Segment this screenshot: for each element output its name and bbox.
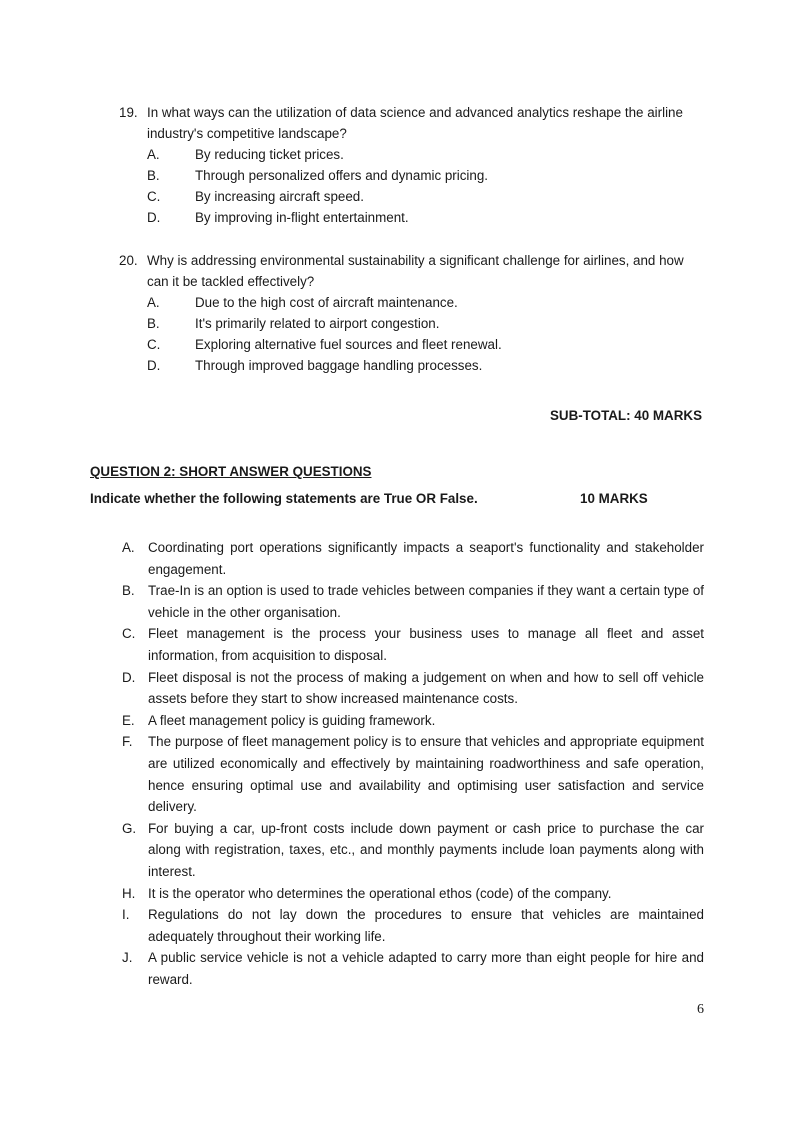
option-text: Through personalized offers and dynamic pricing. <box>195 168 489 183</box>
list-item <box>122 580 704 623</box>
option-letter: B. <box>147 168 160 183</box>
option-text: Exploring alternative fuel sources and fleet renewal. <box>195 337 502 352</box>
option <box>147 165 703 186</box>
option-text: By improving in-flight entertainment. <box>195 210 409 225</box>
list-item <box>122 731 704 817</box>
option-text: Due to the high cost of aircraft maintenance. <box>195 295 458 310</box>
question-text: In what ways can the utilization of data science and advanced analytics reshape the airline industry's competitive landscape? <box>147 105 683 141</box>
list-item <box>122 623 704 666</box>
item-text: The purpose of fleet management policy is to ensure that vehicles and appropriate equipment are utilized economically and effectively by maintaining roadworthiness and safe operation, hence ensuring optimal use and availability and optimising user satisfaction and service delivery. <box>148 734 704 815</box>
item-text: Fleet management is the process your business uses to manage all fleet and asset information, from acquisition to disposal. <box>148 626 704 663</box>
item-text: A fleet management policy is guiding framework. <box>148 712 436 728</box>
item-letter: I. <box>122 907 130 923</box>
item-letter: A. <box>122 540 135 555</box>
question-19 <box>119 102 703 228</box>
option <box>147 313 703 334</box>
list-item <box>122 667 704 710</box>
item-text: Fleet disposal is not the process of making a judgement on when and how to sell off vehicle assets before they start to show increased maintenance costs. <box>148 669 704 707</box>
question-20 <box>119 250 703 376</box>
section-marks: 10 MARKS <box>580 491 648 506</box>
item-letter: E. <box>122 712 135 728</box>
item-text: Coordinating port operations significantly impacts a seaport's functionality and stakeholder engagement. <box>148 540 704 577</box>
option <box>147 292 703 313</box>
list-item <box>122 710 704 732</box>
item-text: For buying a car, up-front costs include down payment or cash price to purchase the car along with registration, taxes, etc., and monthly payments include loan payments along with interest. <box>148 820 704 879</box>
item-letter: J. <box>122 950 133 966</box>
item-text: Trae-In is an option is used to trade vehicles between companies if they want a certain type of vehicle in the other organisation. <box>148 583 704 620</box>
list-item <box>122 883 704 905</box>
item-letter: C. <box>122 626 136 642</box>
page-number: 6 <box>697 1002 704 1017</box>
item-letter: B. <box>122 583 135 599</box>
item-text: A public service vehicle is not a vehicle adapted to carry more than eight people for hire and reward. <box>148 950 704 987</box>
option-letter: B. <box>147 316 160 331</box>
list-item <box>122 537 704 580</box>
option-letter: C. <box>147 337 161 352</box>
option-text: By reducing ticket prices. <box>195 147 344 162</box>
option-letter: A. <box>147 295 160 310</box>
item-letter: D. <box>122 669 136 685</box>
option-letter: D. <box>147 358 161 373</box>
section-instruction: Indicate whether the following statements are True OR False. <box>90 491 478 506</box>
list-item <box>122 818 704 883</box>
question-number: 19. <box>119 105 138 120</box>
true-false-list <box>122 537 704 990</box>
option <box>147 334 703 355</box>
question-number: 20. <box>119 253 138 268</box>
item-text: Regulations do not lay down the procedures to ensure that vehicles are maintained adequately throughout their working life. <box>148 907 704 944</box>
subtotal: SUB-TOTAL: 40 MARKS <box>549 408 702 423</box>
option-text: It's primarily related to airport congestion. <box>195 316 440 331</box>
item-letter: H. <box>122 885 136 901</box>
option-text: Through improved baggage handling processes. <box>195 358 483 373</box>
option <box>147 186 703 207</box>
question-text: Why is addressing environmental sustainability a significant challenge for airlines, and how can it be tackled effectively? <box>147 253 684 289</box>
list-item <box>122 947 704 990</box>
option <box>147 207 703 228</box>
option-letter: D. <box>147 210 161 225</box>
list-item <box>122 904 704 947</box>
option-text: By increasing aircraft speed. <box>195 189 364 204</box>
option-letter: C. <box>147 189 161 204</box>
item-letter: G. <box>122 820 137 836</box>
item-letter: F. <box>122 734 133 750</box>
option <box>147 355 703 376</box>
option-letter: A. <box>147 147 160 162</box>
section-heading: QUESTION 2: SHORT ANSWER QUESTIONS <box>90 464 372 479</box>
item-text: It is the operator who determines the operational ethos (code) of the company. <box>148 885 612 901</box>
option <box>147 144 703 165</box>
